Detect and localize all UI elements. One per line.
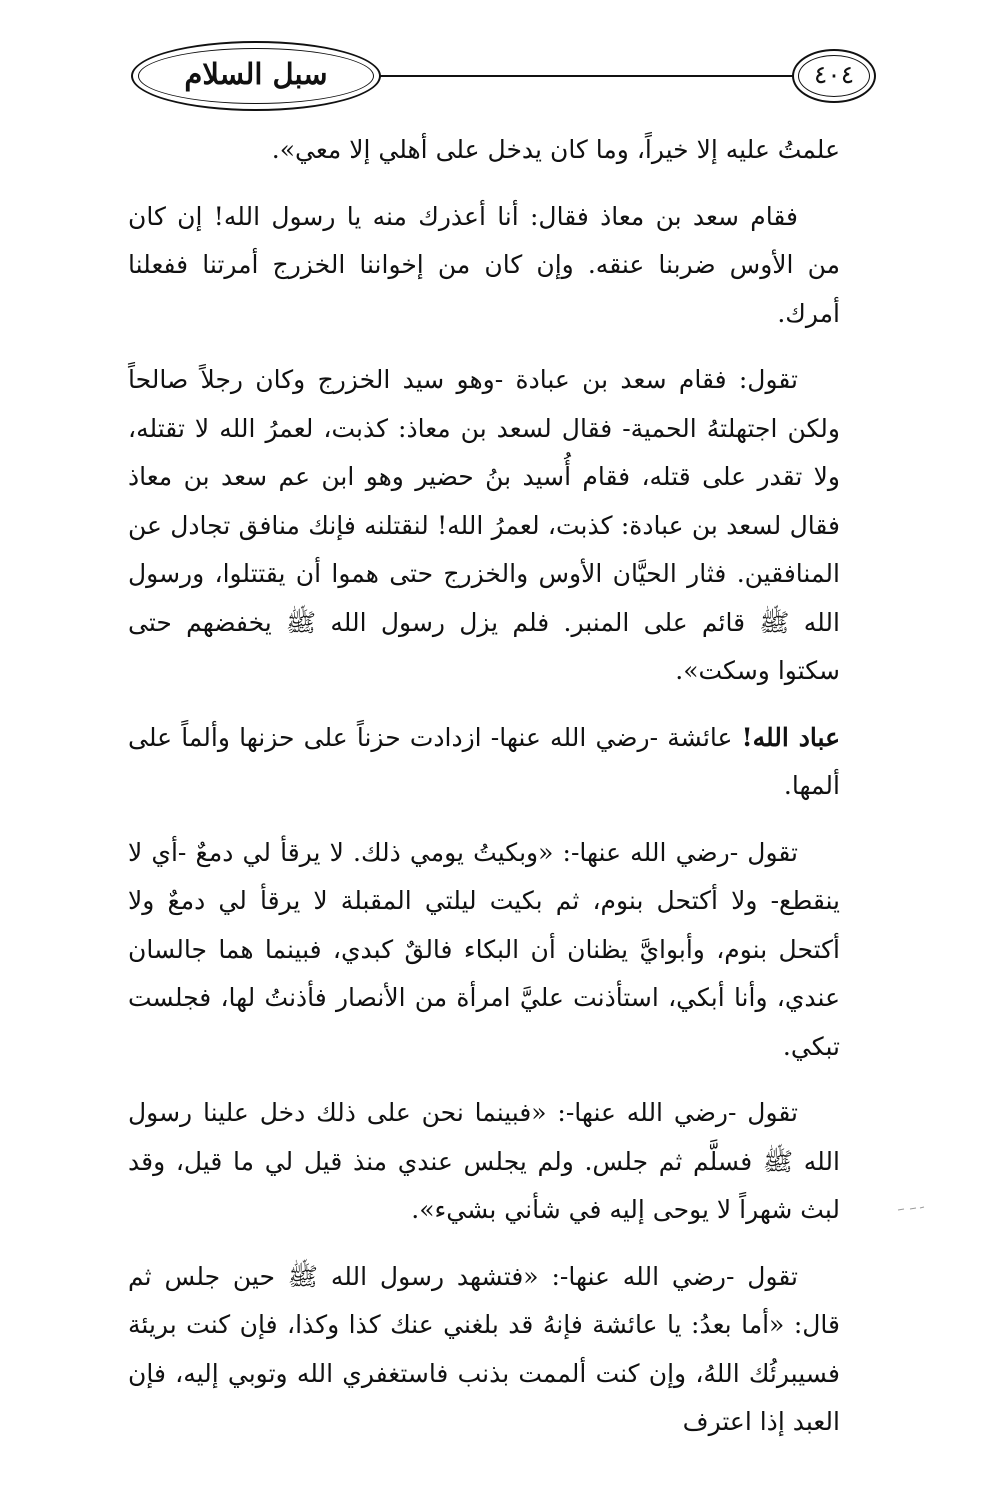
paragraph-6	[128, 1089, 840, 1235]
paragraph-2	[128, 193, 840, 339]
header-rule	[360, 75, 800, 77]
paragraph-lead: عباد الله!	[741, 722, 840, 752]
paragraph-text: تقول -رضي الله عنها-: «فتشهد رسول الله ﷺ حين جلس ثم قال: «أما بعدُ: يا عائشة فإنهُ قد بلغني عنك كذا وكذا، فإن كنت بريئة فسيبرئُك اللهُ، وإن كنت ألممت بذنب فاستغفري الله وتوبي إليه، فإن العبد إذا اعترف	[128, 1261, 840, 1436]
paragraph-text: علمتُ عليه إلا خيراً، وما كان يدخل على أهلي إلا معي».	[271, 135, 840, 164]
paragraph-text: تقول -رضي الله عنها-: «فبينما نحن على ذلك دخل علينا رسول الله ﷺ فسلَّم ثم جلس. ولم يجلس عندي منذ قيل لي ما قيل، وقد لبث شهراً لا يوحى إليه في شأني بشيء».	[128, 1098, 840, 1224]
page-number-frame	[792, 49, 876, 103]
body-text	[128, 126, 840, 1465]
margin-mark	[896, 1206, 926, 1212]
paragraph-5	[128, 829, 840, 1072]
paragraph-text: فقام سعد بن معاذ فقال: أنا أعذرك منه يا رسول الله! إن كان من الأوس ضربنا عنقه. وإن كان من إخواننا الخزرج أمرتنا ففعلنا أمرك.	[128, 201, 841, 328]
paragraph-1	[128, 126, 840, 175]
book-title: سبل السلام	[184, 57, 328, 91]
page-number: ٤٠٤	[813, 60, 855, 89]
paragraph-text: تقول: فقام سعد بن عبادة -وهو سيد الخزرج وكان رجلاً صالحاً ولكن اجتهلتهُ الحمية- فقال لسعد بن معاذ: كذبت، لعمرُ الله لا تقتله، ولا تقدر على قتله، فقام أُسيد بنُ حضير وهو ابن عم سعد بن معاذ فقال لسعد بن عبادة: كذبت، لعمرُ الله! لنقتلنه فإنك منافق تجادل عن المنافقين. فثار الحيَّان الأوس والخزرج حتى هموا أن يقتتلوا، ورسول الله ﷺ قائم على المنبر. فلم يزل رسول الله ﷺ يخفضهم حتى سكتوا وسكت».	[128, 365, 840, 685]
paragraph-3	[128, 356, 840, 696]
paragraph-text: تقول -رضي الله عنها-: «وبكيتُ يومي ذلك. لا يرقأ لي دمعٌ -أي لا ينقطع- ولا أكتحل بنوم، ثم بكيت ليلتي المقبلة لا يرقأ لي دمعٌ ولا أكتحل بنوم، وأبوايَّ يظنان أن البكاء فالقٌ كبدي، فبينما هما جالسان عندي، وأنا أبكي، استأذنت عليَّ امرأة من الأنصار فأذنتُ لها، فجلست تبكي.	[128, 837, 840, 1061]
page-header	[0, 36, 984, 116]
paragraph-4	[128, 714, 840, 811]
paragraph-text: عائشة -رضي الله عنها- ازدادت حزناً على حزنها وألماً على ألمها.	[128, 722, 840, 800]
book-title-frame	[131, 41, 381, 111]
paragraph-7	[128, 1253, 840, 1447]
